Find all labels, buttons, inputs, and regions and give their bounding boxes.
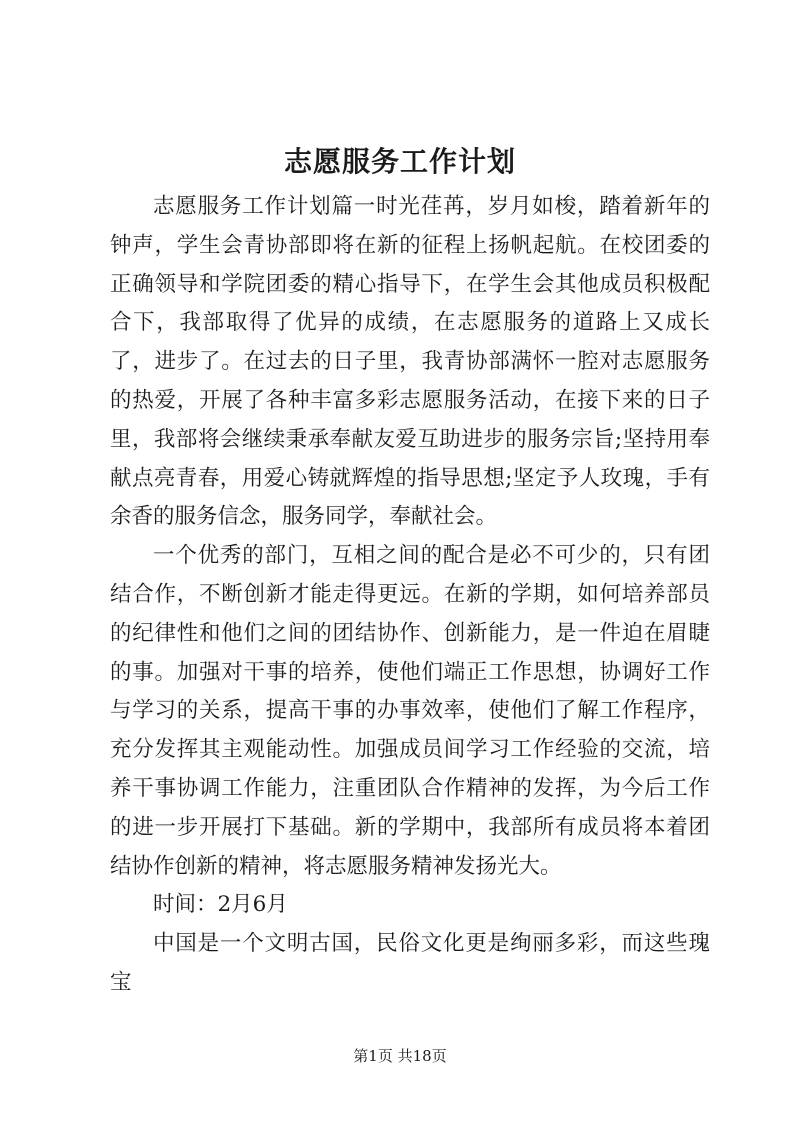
paragraph-time: 时间：2月6月: [153, 892, 288, 918]
paragraph-culture: 中国是一个文明古国，民俗文化更是绚丽多彩，而这些瑰宝: [110, 931, 710, 995]
paragraph-teamwork: 一个优秀的部门，互相之间的配合是必不可少的，只有团结合作，不断创新才能走得更远。在新的学期，如何培养部员的纪律性和他们之间的团结协作、创新能力，是一件迫在眉睫的事。加强对干事的培养，使他们端正工作思想，协调好工作与学习的关系，提高干事的办事效率，使他们了解工作程序，充分发挥其主观能动性。加强成员间学习工作经验的交流，培养干事协调工作能力，注重团队合作精神的发挥，为今后工作的进一步开展打下基础。新的学期中，我部所有成员将本着团结协作创新的精神，将志愿服务精神发扬光大。: [110, 543, 710, 879]
document-body: [110, 188, 710, 1003]
paragraph-intro: 志愿服务工作计划篇一时光荏苒，岁月如梭，踏着新年的钟声，学生会青协部即将在新的征程上扬帆起航。在校团委的正确领导和学院团委的精心指导下，在学生会其他成员积极配合下，我部取得了优异的成绩，在志愿服务的道路上又成长了，进步了。在过去的日子里，我青协部满怀一腔对志愿服务的热爱，开展了各种丰富多彩志愿服务活动，在接下来的日子里，我部将会继续秉承奉献友爱互助进步的服务宗旨;坚持用奉献点亮青春，用爱心铸就辉煌的指导思想;坚定予人玫瑰，手有余香的服务信念，服务同学，奉献社会。: [110, 194, 710, 530]
document-title: 志愿服务工作计划: [283, 145, 516, 178]
page-number-footer: 第1页 共18页: [353, 1047, 447, 1065]
